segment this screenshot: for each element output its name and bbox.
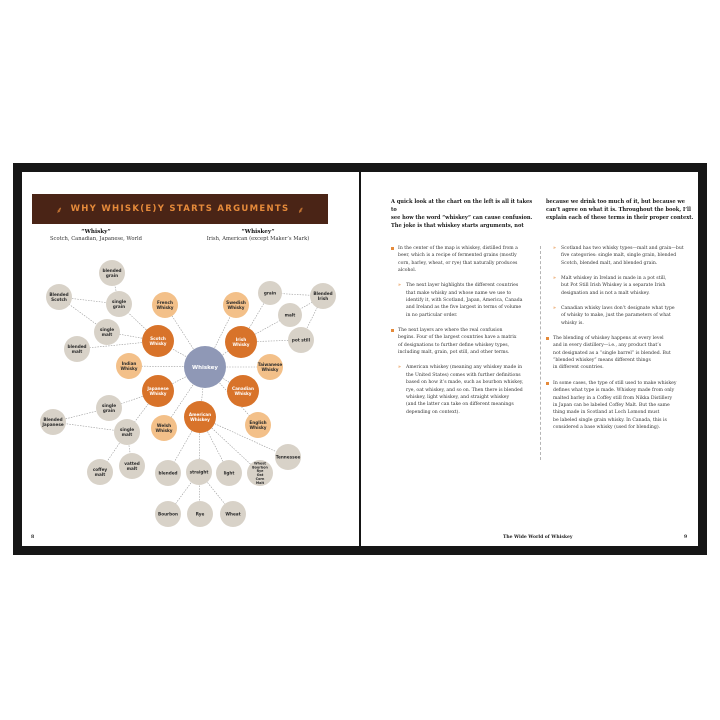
whiskey-map-diagram (22, 235, 337, 535)
text-line: » Scotland has two whisky types—malt and grain—but (561, 246, 684, 251)
node-bourbon (155, 501, 181, 527)
left-page-number: 8 (31, 535, 35, 540)
node-label: Whiskey (192, 364, 218, 371)
intro-right (546, 198, 694, 222)
node-label: Scotch (150, 335, 166, 341)
node-label: Whisky (120, 365, 138, 371)
text-line: and Ireland as the five largest in terms of volume (406, 305, 522, 311)
text-line: » American whiskey (meaning any whiskey made in (406, 365, 523, 371)
text-line: designation and is not a malt whiskey. (561, 290, 650, 296)
node-blended (155, 460, 181, 486)
node-label: Whisky (149, 390, 167, 396)
intro-line: can’t agree on what it is. Throughout the book, I’ll (546, 207, 691, 214)
text-line: thing made in Scotland at Loch Lomond must (553, 410, 660, 416)
text-line: of designations to further define whiskey types, (398, 342, 510, 348)
node-label: Swedish (226, 299, 246, 305)
node-single-grain-top (106, 291, 132, 317)
node-indian (116, 353, 142, 379)
node-irish (225, 326, 257, 358)
intro-line: The joke is that whiskey starts arguments, not (391, 223, 524, 230)
intro-line: A quick look at the chart on the left is all it takes to (391, 199, 533, 214)
node-label: Blended (49, 291, 69, 297)
node-label: Whisky (261, 366, 279, 372)
whisky-countries: Scotch, Canadian, Japanese, World (49, 235, 142, 242)
node-pot-still (288, 327, 314, 353)
node-label: single (99, 326, 115, 332)
node-wheat-bourbon (247, 460, 273, 486)
node-label: light (223, 470, 235, 476)
text-line: alcohol. (398, 268, 417, 274)
node-label: malt (94, 471, 106, 477)
node-label: single (111, 298, 127, 304)
sub-paragraph (391, 364, 536, 415)
bullet-paragraph (391, 327, 536, 356)
text-line: In some cases, the type of still used to make whiskey (553, 380, 677, 386)
text-line: » The next layer highlights the different countries (406, 283, 519, 289)
node-swedish (223, 292, 249, 318)
node-american (184, 401, 216, 433)
node-label: Tennessee (275, 454, 301, 460)
node-label: Bourbon (252, 465, 268, 470)
node-label: Scotch (51, 296, 67, 302)
text-line: » Canadian whisky laws don’t designate what type (561, 306, 675, 312)
text-line: in Japan can be labeled Coffey Malt. But the same (553, 402, 670, 408)
node-label: Blended (313, 290, 333, 296)
node-label: Bourbon (158, 511, 178, 517)
text-line: be labeled single grain whisky. In Canada, this is (553, 417, 667, 423)
node-label: American (188, 411, 212, 417)
whiskey-term: “Whiskey” (241, 229, 275, 235)
node-label: Whisky (227, 304, 245, 310)
text-line: depending on context). (406, 409, 460, 415)
text-line: In the center of the map is whiskey, distilled from a (398, 246, 518, 251)
text-line: including malt, grain, pot still, and other terms. (398, 350, 510, 356)
node-label: malt (126, 465, 138, 471)
text-line: five categories: single malt, single grain, blended (561, 253, 677, 259)
node-blended-malt (64, 336, 90, 362)
node-label: blended (67, 343, 87, 349)
text-line: based on how it’s made, such as bourbon whiskey, (406, 380, 524, 386)
whiskey-countries: Irish, American (except Maker’s Mark) (206, 235, 310, 242)
node-label: French (157, 299, 173, 305)
node-vatted-malt (119, 453, 145, 479)
column-divider (540, 246, 541, 460)
text-line: but Pot Still Irish Whiskey is a separate Irish (561, 283, 666, 289)
node-label: Whisky (156, 304, 174, 310)
node-label: Whisky (155, 427, 173, 433)
node-tennessee (275, 444, 301, 470)
intro-line: explain each of these terms in their proper context. (546, 215, 694, 222)
text-line: begins. Four of the largest countries have a matrix (398, 335, 517, 341)
bullet-paragraph (391, 245, 536, 274)
sub-paragraph (546, 305, 694, 327)
node-blended-japanese (40, 409, 66, 435)
chart-banner (32, 194, 328, 224)
text-line: whisky is. (561, 320, 584, 326)
sub-paragraph (391, 282, 536, 319)
text-line: that make whisky and whose name we use to (406, 290, 512, 296)
node-label: Whisky (232, 341, 250, 347)
text-line: the United States) comes with further definitions (406, 372, 521, 378)
node-single-grain-low (96, 395, 122, 421)
node-label: Wheat (253, 461, 267, 466)
text-line: whiskey, light whiskey, and straight whiskey (406, 394, 510, 400)
node-canadian (227, 375, 259, 407)
node-single-malt-top (94, 319, 120, 345)
node-grain (258, 281, 282, 305)
wheat-icon: ⸙ (297, 205, 305, 216)
node-straight (186, 459, 212, 485)
chart-title: WHY WHISK(E)Y STARTS ARGUMENTS (70, 204, 290, 214)
node-label: Irish (317, 295, 329, 301)
node-label: Japanese (42, 421, 64, 427)
node-label: Rye (256, 469, 264, 474)
node-label: grain (112, 303, 126, 309)
text-line: of whisky to make, just the parameters of what (561, 313, 671, 319)
node-welsh (151, 415, 177, 441)
intro-line: see how the word “whiskey” can cause confusion. (391, 215, 533, 222)
node-label: Whisky (149, 340, 167, 346)
text-column-2 (546, 245, 694, 439)
node-label: grain (102, 407, 116, 413)
sub-paragraph (546, 275, 694, 297)
node-coffey-malt (87, 459, 113, 485)
text-line: rye, oat whiskey, and so on. Then there is blended (406, 387, 523, 393)
node-label: pot still (291, 337, 311, 343)
node-label: Oat (256, 473, 264, 478)
node-label: Blended (43, 416, 63, 422)
node-light (216, 460, 242, 486)
node-single-malt-low (114, 419, 140, 445)
node-malt (278, 303, 302, 327)
bullet-paragraph (546, 380, 694, 431)
node-taiwanese (257, 354, 283, 380)
node-wheat (220, 501, 246, 527)
node-label: malt (121, 431, 133, 437)
bullet-paragraph (546, 335, 694, 372)
node-label: Malt (255, 480, 265, 485)
text-line: “blended whiskey” means different things (553, 358, 651, 364)
text-line: in no particular order. (406, 312, 458, 318)
wheat-icon: ⸙ (55, 205, 63, 216)
node-label: malt (284, 312, 296, 318)
right-page-number: 9 (684, 535, 688, 540)
text-column-1 (391, 245, 536, 424)
node-blended-scotch (46, 284, 72, 310)
text-line: corn, barley, wheat, or rye) that naturally produces (398, 260, 518, 266)
node-scotch (142, 325, 174, 357)
node-label: malt (101, 331, 113, 337)
node-label: Whiskey (190, 416, 210, 422)
node-center (184, 346, 226, 388)
text-line: and in every distillery—i.e., any product that’s (553, 343, 662, 349)
node-label: blended (102, 267, 122, 273)
text-line: (and the latter can take on different meanings (406, 402, 514, 408)
node-label: malt (71, 348, 83, 354)
text-line: The blending of whiskey happens at every level (553, 336, 664, 342)
node-label: English (249, 419, 267, 425)
node-label: single (101, 402, 117, 408)
text-line: defines what type is made. Whiskey made from only (553, 388, 675, 394)
node-label: Taiwanese (257, 361, 283, 367)
node-label: Whisky (234, 390, 252, 396)
text-line: malted barley in a Coffey still from Nikka Distillery (553, 395, 673, 401)
node-label: straight (189, 469, 209, 475)
node-label: Corn (255, 476, 265, 481)
node-label: Rye (195, 511, 205, 517)
node-blended-grain-top (99, 260, 125, 286)
intro-left (391, 198, 537, 230)
intro-line: because we drink too much of it, but because we (546, 199, 685, 205)
node-label: grain (263, 290, 277, 296)
node-label: Indian (121, 360, 137, 366)
node-label: grain (105, 272, 119, 278)
sub-paragraph (546, 245, 694, 267)
node-label: Wheat (225, 511, 241, 517)
text-line: considered a base whisky (used for blending). (553, 424, 661, 430)
node-label: Whisky (249, 424, 267, 430)
node-label: Irish (235, 336, 247, 342)
node-french (152, 292, 178, 318)
node-rye (187, 501, 213, 527)
node-label: vatted (124, 460, 140, 466)
text-line: beer, which is a recipe of fermented grains (mostly (398, 253, 517, 259)
text-line: identify it, with Scotland, Japan, America, Canada (406, 298, 523, 304)
whisky-term: “Whisky” (81, 229, 111, 235)
node-japanese (142, 375, 174, 407)
running-title: The Wide World of Whiskey (503, 535, 573, 540)
text-line: Scotch, blended malt, and blended grain. (561, 260, 658, 266)
node-label: Japanese (147, 385, 169, 391)
node-blended-irish (310, 283, 336, 309)
text-line: in different countries. (553, 365, 604, 371)
text-line: not designated as a “single barrel” is blended. But (553, 350, 671, 356)
node-label: coffey (92, 466, 108, 472)
node-label: blended (158, 470, 178, 476)
node-label: Welsh (156, 422, 172, 428)
node-label: Canadian (232, 385, 254, 391)
text-line: » Malt whiskey in Ireland is made in a pot still, (561, 276, 667, 282)
node-label: single (119, 426, 135, 432)
text-line: The next layers are where the real confusion (398, 328, 503, 334)
node-english (245, 412, 271, 438)
